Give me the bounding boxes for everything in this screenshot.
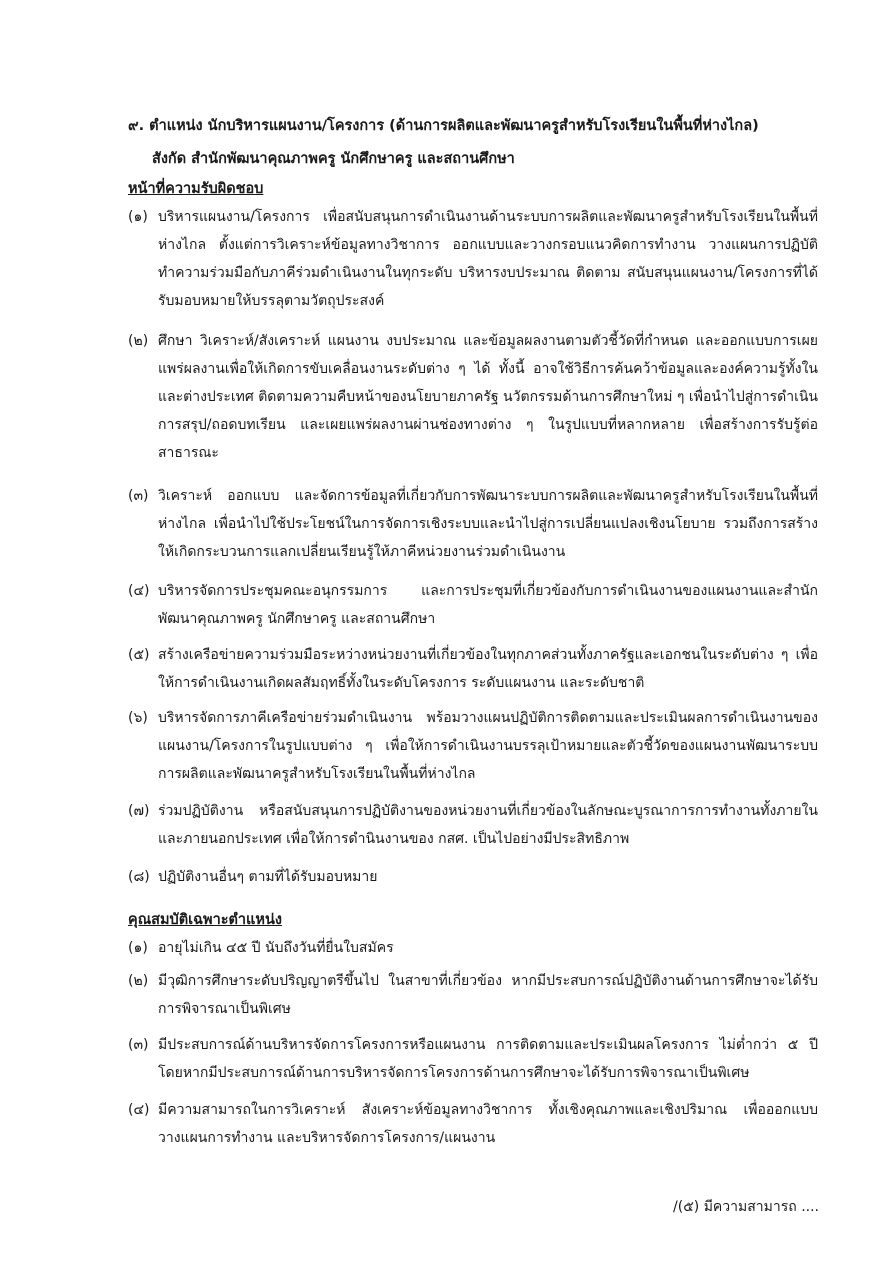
item-text: ปฏิบัติงานอื่นๆ ตามที่ได้รับมอบหมาย [158, 869, 378, 885]
responsibility-item [128, 863, 818, 891]
position-title: ๙. ตำแหน่ง นักบริหารแผนงาน/โครงการ (ด้านการผลิตและพัฒนาครูสำหรับโรงเรียนในพื้นที่ห่างไกล) [128, 118, 759, 134]
item-text: มีประสบการณ์ด้านบริหารจัดการโครงการหรือแผนงาน การติดตามและประเมินผลโครงการ ไม่ต่ำกว่า ๕ ปี โดยหากมีประสบการณ์ด้านการบริหารจัดการโครงการด้านการศึกษาจะได้รับการพิจารณาเป็นพิเศษ [158, 1037, 818, 1081]
position-affiliation: สังกัด สำนักพัฒนาคุณภาพครู นักศึกษาครู และสถานศึกษา [152, 151, 515, 167]
qualification-item [128, 1096, 818, 1152]
responsibility-item [128, 203, 818, 315]
item-text: บริหารจัดการประชุมคณะอนุกรรมการ และการประชุมที่เกี่ยวข้องกับการดำเนินงานของแผนงานและสำนักพัฒนาคุณภาพครู นักศึกษาครู และสถานศึกษา [158, 583, 818, 627]
item-number: (๘) [128, 869, 150, 885]
item-text: ศึกษา วิเคราะห์/สังเคราะห์ แผนงาน งบประมาณ และข้อมูลผลงานตามตัวชี้วัดที่กำหนด และออกแบบการเผยแพร่ผลงานเพื่อให้เกิดการขับเคลื่อนงานระดับต่าง ๆ ได้ ทั้งนี้ อาจใช้วิธีการค้นคว้าข้อมูลและองค์ความรู้ทั้งในและต่างประเทศ ติดตามความคืบหน้าของนโยบายภาครัฐ นวัตกรรมด้านการศึกษาใหม่ ๆ เพื่อนำไปสู่การดำเนินการสรุป/ถอดบทเรียน และเผยแพร่ผลงานผ่านช่องทางต่าง ๆ ในรูปแบบที่หลากหลาย เพื่อสร้างการรับรู้ต่อสาธารณะ [158, 333, 818, 461]
qualification-item [128, 967, 818, 1023]
item-number: (๕) [128, 647, 150, 663]
item-number: (๑) [128, 940, 148, 956]
item-text: มีความสามารถในการวิเคราะห์ สังเคราะห์ข้อมูลทางวิชาการ ทั้งเชิงคุณภาพและเชิงปริมาณ เพื่อออกแบบ วางแผนการทำงาน และบริหารจัดการโครงการ/แผนงาน [158, 1102, 818, 1146]
item-number: (๔) [128, 1102, 150, 1118]
responsibility-item [128, 577, 818, 633]
item-number: (๔) [128, 583, 150, 599]
item-text: บริหารแผนงาน/โครงการ เพื่อสนับสนุนการดำเนินงานด้านระบบการผลิตและพัฒนาครูสำหรับโรงเรียนในพื้นที่ห่างไกล ตั้งแต่การวิเคราะห์ข้อมูลทางวิชาการ ออกแบบและวางกรอบแนวคิดการทำงาน วางแผนการปฏิบัติ ทำความร่วมมือกับภาคีร่วมดำเนินงานในทุกระดับ บริหารงบประมาณ ติดตาม สนับสนุนแผนงาน/โครงการที่ได้รับมอบหมายให้บรรลุตามวัตถุประสงค์ [158, 209, 818, 309]
item-number: (๒) [128, 973, 149, 989]
item-number: (๖) [128, 710, 148, 726]
responsibility-item [128, 797, 818, 853]
item-text: สร้างเครือข่ายความร่วมมือระหว่างหน่วยงานที่เกี่ยวข้องในทุกภาคส่วนทั้งภาครัฐและเอกชนในระดับต่าง ๆ เพื่อให้การดำเนินงานเกิดผลสัมฤทธิ์ทั้งในระดับโครงการ ระดับแผนงาน และระดับชาติ [158, 647, 818, 691]
item-text: อายุไม่เกิน ๔๕ ปี นับถึงวันที่ยื่นใบสมัคร [158, 940, 394, 956]
item-number: (๑) [128, 209, 148, 225]
item-number: (๓) [128, 488, 149, 504]
responsibility-item [128, 327, 818, 467]
item-text: ร่วมปฏิบัติงาน หรือสนับสนุนการปฏิบัติงานของหน่วยงานที่เกี่ยวข้องในลักษณะบูรณาการการทำงานทั้งภายในและภายนอกประเทศ เพื่อให้การดำนินงานของ กสศ. เป็นไปอย่างมีประสิทธิภาพ [158, 803, 818, 847]
item-text: มีวุฒิการศึกษาระดับปริญญาตรีขึ้นไป ในสาขาที่เกี่ยวข้อง หากมีประสบการณ์ปฏิบัติงานด้านการศึกษาจะได้รับการพิจารณาเป็นพิเศษ [158, 973, 818, 1017]
qualification-item [128, 1031, 818, 1087]
page-continuation-note: /(๕) มีความสามารถ .... [673, 1199, 819, 1215]
item-number: (๗) [128, 803, 150, 819]
responsibilities-heading: หน้าที่ความรับผิดชอบ [128, 181, 264, 197]
item-text: บริหารจัดการภาคีเครือข่ายร่วมดำเนินงาน พร้อมวางแผนปฏิบัติการติดตามและประเมินผลการดำเนินงานของแผนงาน/โครงการในรูปแบบต่าง ๆ เพื่อให้การดำเนินงานบรรลุเป้าหมายและตัวชี้วัดของแผนงานพัฒนาระบบการผลิตและพัฒนาครูสำหรับโรงเรียนในพื้นที่ห่างไกล [158, 710, 818, 782]
responsibility-item [128, 482, 818, 566]
item-number: (๓) [128, 1037, 149, 1053]
qualification-item [128, 934, 818, 962]
responsibility-item [128, 641, 818, 697]
item-text: วิเคราะห์ ออกแบบ และจัดการข้อมูลที่เกี่ยวกับการพัฒนาระบบการผลิตและพัฒนาครูสำหรับโรงเรียนในพื้นที่ห่างไกล เพื่อนำไปใช้ประโยชน์ในการจัดการเชิงระบบและนำไปสู่การเปลี่ยนแปลงเชิงนโยบาย รวมถึงการสร้างให้เกิดกระบวนการแลกเปลี่ยนเรียนรู้ให้ภาคีหน่วยงานร่วมดำเนินงาน [158, 488, 818, 560]
item-number: (๒) [128, 333, 149, 349]
qualifications-heading: คุณสมบัติเฉพาะตำแหน่ง [128, 912, 282, 928]
responsibility-item [128, 704, 818, 788]
